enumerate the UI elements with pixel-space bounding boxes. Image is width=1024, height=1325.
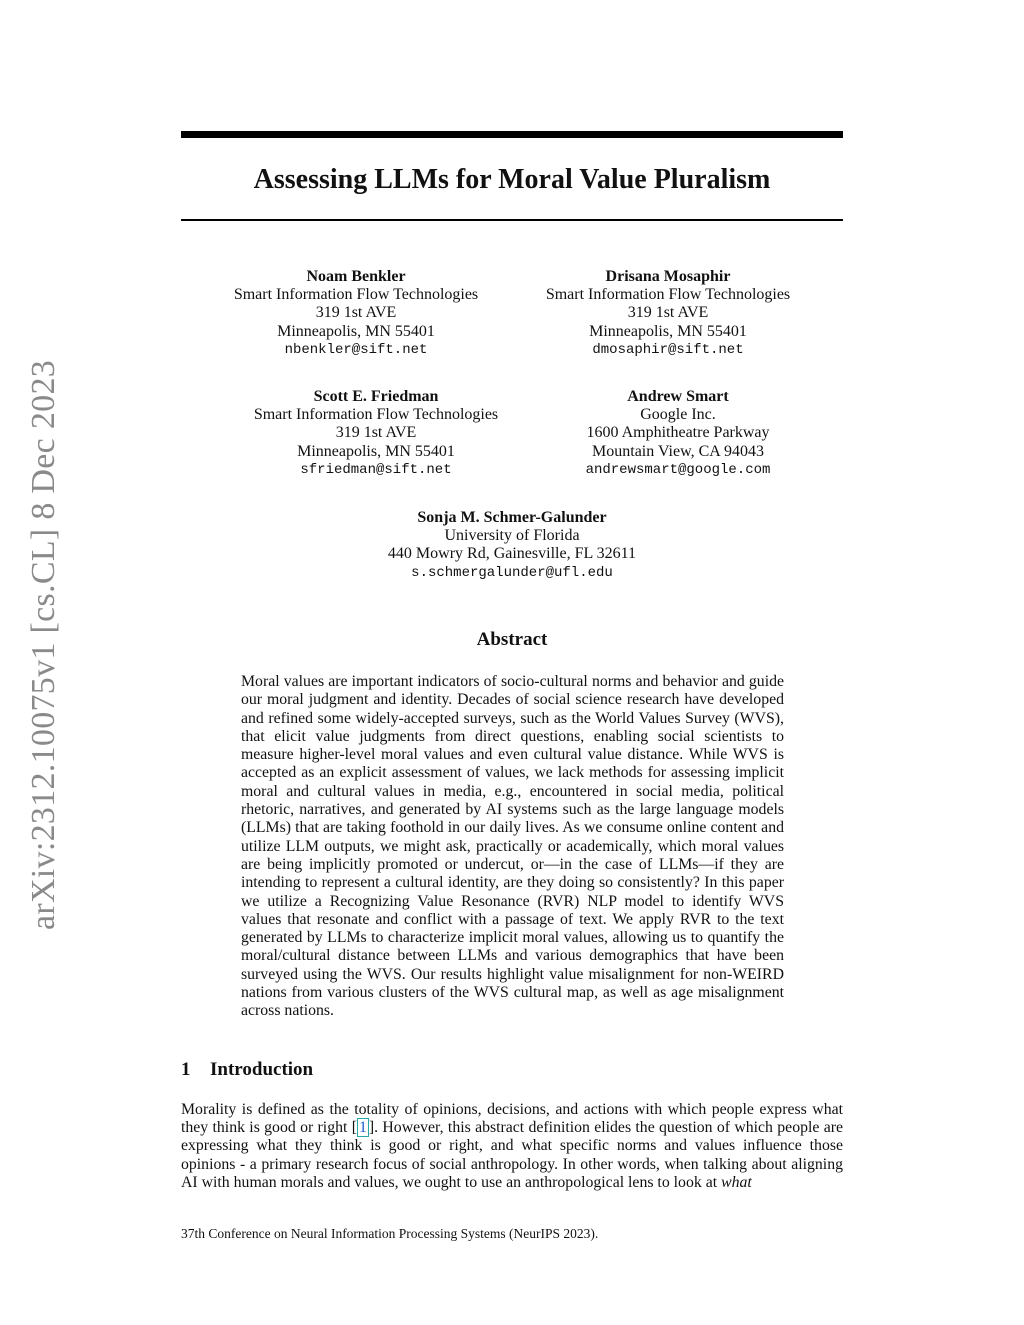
author-email[interactable]: sfriedman@sift.net	[300, 461, 452, 478]
author-address: 319 1st AVE	[627, 304, 709, 322]
author-block	[548, 388, 808, 479]
author-address: 319 1st AVE	[315, 304, 397, 322]
author-affiliation: Smart Information Flow Technologies	[233, 286, 479, 304]
author-email[interactable]: dmosaphir@sift.net	[592, 341, 744, 358]
author-address: Minneapolis, MN 55401	[277, 322, 435, 340]
author-address: 1600 Amphitheatre Parkway	[586, 424, 770, 442]
author-address: Mountain View, CA 94043	[592, 442, 764, 460]
intro-italic-text: what	[721, 1173, 752, 1191]
abstract-heading: Abstract	[476, 629, 548, 650]
title-top-rule	[181, 131, 843, 138]
arxiv-stamp: arXiv:2312.10075v1 [cs.CL] 8 Dec 2023	[25, 359, 62, 931]
author-affiliation: Smart Information Flow Technologies	[253, 406, 499, 424]
abstract-text: Moral values are important indicators of socio-cultural norms and behavior and guide our moral judgment and identity. Decades of social science research have developed and refined some widely-accepted surveys, such as the World Values Survey (WVS), that elicit value judgments from direct questions, enabling social scientists to measure higher-level moral values and even cultural value distance. While WVS is accepted as an explicit assessment of values, we lack methods for assessing implicit moral and cultural values in media, e.g., encountered in social media, political rhetoric, narratives, and generated by AI systems such as the large language models (LLMs) that are taking foothold in our daily lives. As we consume online content and utilize LLM outputs, we might ask, practically or academically, which moral values are being implicitly promoted or undercut, or—in the case of LLMs—if they are intending to represent a cultural identity, are they doing so consistently? In this paper we utilize a Recognizing Value Resonance (RVR) NLP model to identify WVS values that resonate and conflict with a passage of text. We apply RVR to the text generated by LLMs to characterize implicit moral values, allowing us to quantify the moral/cultural distance between LLMs and various demographics that have been surveyed using the WVS. Our results highlight value misalignment for non-WEIRD nations from various clusters of the WVS cultural map, as well as age misalignment across nations.	[241, 673, 784, 1020]
author-name: Scott E. Friedman	[313, 388, 439, 405]
author-name: Drisana Mosaphir	[605, 268, 731, 285]
author-block	[538, 268, 798, 359]
title-bottom-rule	[181, 219, 843, 221]
author-affiliation: Smart Information Flow Technologies	[545, 286, 791, 304]
author-email[interactable]: andrewsmart@google.com	[585, 461, 771, 478]
conference-footnote: 37th Conference on Neural Information Processing Systems (NeurIPS 2023).	[181, 1226, 599, 1241]
intro-text: Morality is defined as the totality of opinions, decisions, and actions with which people express what they think is good or right [	[181, 1101, 843, 1137]
author-name: Noam Benkler	[306, 268, 406, 285]
author-address: 440 Mowry Rd, Gainesville, FL 32611	[387, 545, 637, 563]
author-name: Sonja M. Schmer-Galunder	[417, 509, 607, 526]
author-email[interactable]: s.schmergalunder@ufl.edu	[411, 564, 613, 581]
author-email[interactable]: nbenkler@sift.net	[284, 341, 428, 358]
citation-link[interactable]: 1	[358, 1119, 367, 1137]
intro-text: ]. However, this abstract definition elides the question of which people are expressing what they think is good or right, and what specific norms and values influence those opinions - a primary research focus of social anthropology. In other words, when talking about aligning AI with human morals and values, we ought to use an anthropological lens to look at	[181, 1119, 843, 1191]
author-affiliation: Google Inc.	[640, 406, 716, 424]
section-heading	[181, 1058, 313, 1082]
author-address: Minneapolis, MN 55401	[589, 322, 747, 340]
section-number: 1	[181, 1059, 191, 1080]
paper-title: Assessing LLMs for Moral Value Pluralism	[253, 164, 771, 195]
author-block	[246, 388, 506, 479]
section-title: Introduction	[210, 1059, 314, 1080]
author-address: Minneapolis, MN 55401	[297, 442, 455, 460]
author-block	[362, 509, 662, 582]
introduction-paragraph	[181, 1101, 843, 1192]
author-address: 319 1st AVE	[335, 424, 417, 442]
author-block	[226, 268, 486, 359]
author-name: Andrew Smart	[627, 388, 729, 405]
author-affiliation: University of Florida	[444, 527, 580, 545]
